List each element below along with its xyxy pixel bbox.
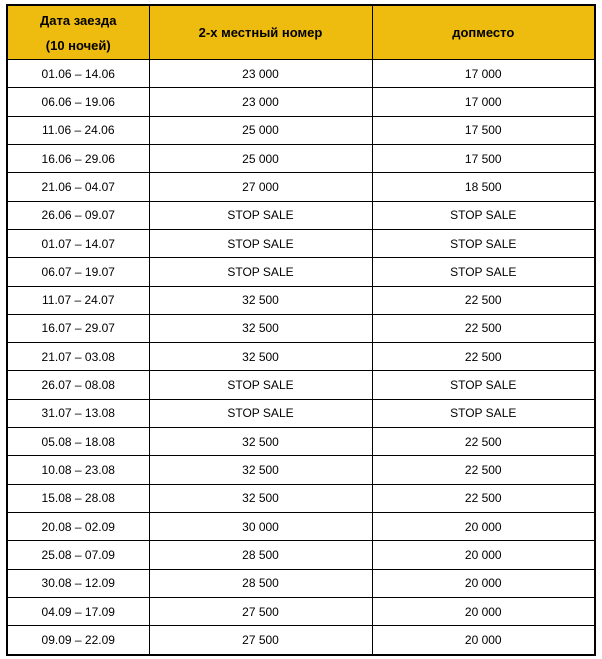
table-row — [7, 371, 595, 399]
extra-place-price-cell: 18 500 — [372, 173, 595, 201]
table-row — [7, 258, 595, 286]
date-range-cell: 26.06 – 09.07 — [7, 201, 149, 229]
double-room-price-cell: 27 500 — [149, 626, 372, 655]
date-range-cell: 04.09 – 17.09 — [7, 597, 149, 625]
date-range-cell: 01.06 – 14.06 — [7, 60, 149, 88]
table-row — [7, 597, 595, 625]
table-row — [7, 456, 595, 484]
date-range-cell: 01.07 – 14.07 — [7, 229, 149, 257]
header-date-range — [7, 5, 149, 60]
header-double-room: 2-х местный номер — [149, 5, 372, 60]
table-row — [7, 513, 595, 541]
date-range-cell: 31.07 – 13.08 — [7, 399, 149, 427]
extra-place-price-cell: STOP SALE — [372, 371, 595, 399]
extra-place-price-cell: STOP SALE — [372, 399, 595, 427]
double-room-price-cell: STOP SALE — [149, 371, 372, 399]
extra-place-price-cell: 20 000 — [372, 541, 595, 569]
date-range-cell: 16.07 – 29.07 — [7, 314, 149, 342]
double-room-price-cell: 23 000 — [149, 60, 372, 88]
date-range-cell: 30.08 – 12.09 — [7, 569, 149, 597]
table-row — [7, 286, 595, 314]
table-row — [7, 229, 595, 257]
double-room-price-cell: STOP SALE — [149, 399, 372, 427]
extra-place-price-cell: STOP SALE — [372, 258, 595, 286]
price-table — [6, 4, 596, 656]
double-room-price-cell: 28 500 — [149, 541, 372, 569]
date-range-cell: 06.07 – 19.07 — [7, 258, 149, 286]
table-row — [7, 428, 595, 456]
double-room-price-cell: STOP SALE — [149, 229, 372, 257]
date-range-cell: 20.08 – 02.09 — [7, 513, 149, 541]
double-room-price-cell: 32 500 — [149, 428, 372, 456]
date-range-cell: 10.08 – 23.08 — [7, 456, 149, 484]
date-range-cell: 11.07 – 24.07 — [7, 286, 149, 314]
extra-place-price-cell: 17 500 — [372, 116, 595, 144]
header-date-line1: Дата заезда — [40, 12, 117, 28]
extra-place-price-cell: 17 000 — [372, 88, 595, 116]
date-range-cell: 25.08 – 07.09 — [7, 541, 149, 569]
date-range-cell: 21.06 – 04.07 — [7, 173, 149, 201]
extra-place-price-cell: 22 500 — [372, 343, 595, 371]
header-date-line2: (10 ночей) — [45, 37, 111, 53]
double-room-price-cell: STOP SALE — [149, 201, 372, 229]
extra-place-price-cell: 20 000 — [372, 597, 595, 625]
date-range-cell: 11.06 – 24.06 — [7, 116, 149, 144]
extra-place-price-cell: 22 500 — [372, 456, 595, 484]
double-room-price-cell: 32 500 — [149, 456, 372, 484]
table-row — [7, 541, 595, 569]
extra-place-price-cell: 17 500 — [372, 144, 595, 172]
extra-place-price-cell: 22 500 — [372, 314, 595, 342]
double-room-price-cell: 27 500 — [149, 597, 372, 625]
extra-place-price-cell: 22 500 — [372, 286, 595, 314]
date-range-cell: 15.08 – 28.08 — [7, 484, 149, 512]
double-room-price-cell: 27 000 — [149, 173, 372, 201]
date-range-cell: 06.06 – 19.06 — [7, 88, 149, 116]
header-extra-place: допместо — [372, 5, 595, 60]
double-room-price-cell: STOP SALE — [149, 258, 372, 286]
date-range-cell: 05.08 – 18.08 — [7, 428, 149, 456]
table-row — [7, 399, 595, 427]
double-room-price-cell: 32 500 — [149, 484, 372, 512]
price-table-header — [7, 5, 595, 60]
extra-place-price-cell: STOP SALE — [372, 201, 595, 229]
table-row — [7, 144, 595, 172]
table-row — [7, 569, 595, 597]
double-room-price-cell: 23 000 — [149, 88, 372, 116]
double-room-price-cell: 30 000 — [149, 513, 372, 541]
extra-place-price-cell: 22 500 — [372, 484, 595, 512]
extra-place-price-cell: STOP SALE — [372, 229, 595, 257]
table-row — [7, 88, 595, 116]
double-room-price-cell: 28 500 — [149, 569, 372, 597]
extra-place-price-cell: 17 000 — [372, 60, 595, 88]
double-room-price-cell: 32 500 — [149, 343, 372, 371]
double-room-price-cell: 32 500 — [149, 286, 372, 314]
table-row — [7, 201, 595, 229]
table-row — [7, 343, 595, 371]
double-room-price-cell: 25 000 — [149, 144, 372, 172]
date-range-cell: 21.07 – 03.08 — [7, 343, 149, 371]
double-room-price-cell: 25 000 — [149, 116, 372, 144]
date-range-cell: 09.09 – 22.09 — [7, 626, 149, 655]
date-range-cell: 26.07 – 08.08 — [7, 371, 149, 399]
extra-place-price-cell: 20 000 — [372, 569, 595, 597]
double-room-price-cell: 32 500 — [149, 314, 372, 342]
date-range-cell: 16.06 – 29.06 — [7, 144, 149, 172]
table-row — [7, 60, 595, 88]
table-row — [7, 314, 595, 342]
table-row — [7, 173, 595, 201]
header-row — [7, 5, 595, 60]
extra-place-price-cell: 20 000 — [372, 513, 595, 541]
extra-place-price-cell: 20 000 — [372, 626, 595, 655]
table-body — [7, 60, 595, 656]
table-row — [7, 484, 595, 512]
table-row — [7, 626, 595, 655]
extra-place-price-cell: 22 500 — [372, 428, 595, 456]
table-row — [7, 116, 595, 144]
